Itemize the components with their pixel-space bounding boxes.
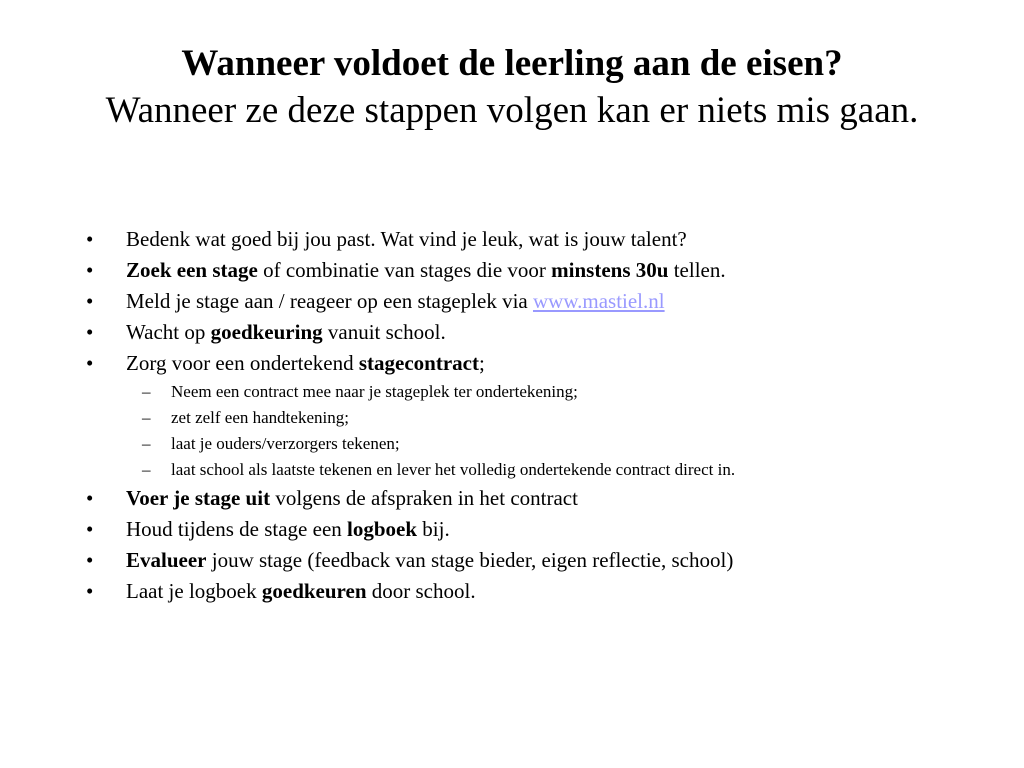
bullet-marker: • [86,227,94,251]
mastiel-link[interactable]: www.mastiel.nl [532,289,665,313]
list-item [0,255,1024,286]
bullet-marker: • [86,258,94,282]
list-item-text: Meld je stage aan / reageer op een stageplek via www.mastiel.nl [126,289,665,313]
list-item-text: Bedenk wat goed bij jou past. Wat vind je leuk, wat is jouw talent? [126,227,687,251]
bullet-marker: • [86,548,94,572]
slide-title [80,40,944,134]
sub-list-item-text: zet zelf een handtekening; [171,408,349,427]
bullet-marker: • [86,351,94,375]
list-item [0,286,1024,317]
list-item [0,224,1024,255]
dash-marker: – [142,460,151,479]
sub-list-item-text: Neem een contract mee naar je stageplek ter ondertekening; [171,382,578,401]
list-item [0,348,1024,379]
list-item-text: Zoek een stage of combinatie van stages die voor minstens 30u tellen. [126,258,726,282]
sub-list-item [0,379,1024,405]
dash-marker: – [142,434,151,453]
list-item [0,317,1024,348]
steps-list [0,224,1024,607]
sub-list-item-text: laat school als laatste tekenen en lever het volledig ondertekende contract direct in. [171,460,736,479]
emphasis: goedkeuring [210,320,323,344]
dash-marker: – [142,408,151,427]
list-item [0,483,1024,514]
title-subtitle: Wanneer ze deze stappen volgen kan er niets mis gaan. [105,90,919,131]
bullet-marker: • [86,320,94,344]
list-item-text: Laat je logboek goedkeuren door school. [126,579,476,603]
bullet-marker: • [86,579,94,603]
list-item-text: Wacht op goedkeuring vanuit school. [126,320,446,344]
emphasis: goedkeuren [261,579,367,603]
list-item [0,545,1024,576]
bullet-marker: • [86,486,94,510]
sub-list-item [0,405,1024,431]
list-item-text: Voer je stage uit volgens de afspraken in het contract [126,486,578,510]
emphasis: stagecontract [358,351,479,375]
list-item-text: Houd tijdens de stage een logboek bij. [126,517,450,541]
bullet-marker: • [86,517,94,541]
title-main: Wanneer voldoet de leerling aan de eisen? [181,43,843,84]
sub-list-item [0,457,1024,483]
list-item [0,514,1024,545]
emphasis: Voer je stage uit [126,486,271,510]
bullet-marker: • [86,289,94,313]
emphasis: Zoek een stage [126,258,258,282]
emphasis: minstens 30u [551,258,669,282]
emphasis: Evalueer [126,548,207,572]
dash-marker: – [142,382,151,401]
emphasis: logboek [347,517,418,541]
list-item [0,576,1024,607]
sub-list-item-text: laat je ouders/verzorgers tekenen; [171,434,400,453]
list-item-text: Evalueer jouw stage (feedback van stage bieder, eigen reflectie, school) [126,548,734,572]
list-item-text: Zorg voor een ondertekend stagecontract; [126,351,485,375]
sub-list-item [0,431,1024,457]
